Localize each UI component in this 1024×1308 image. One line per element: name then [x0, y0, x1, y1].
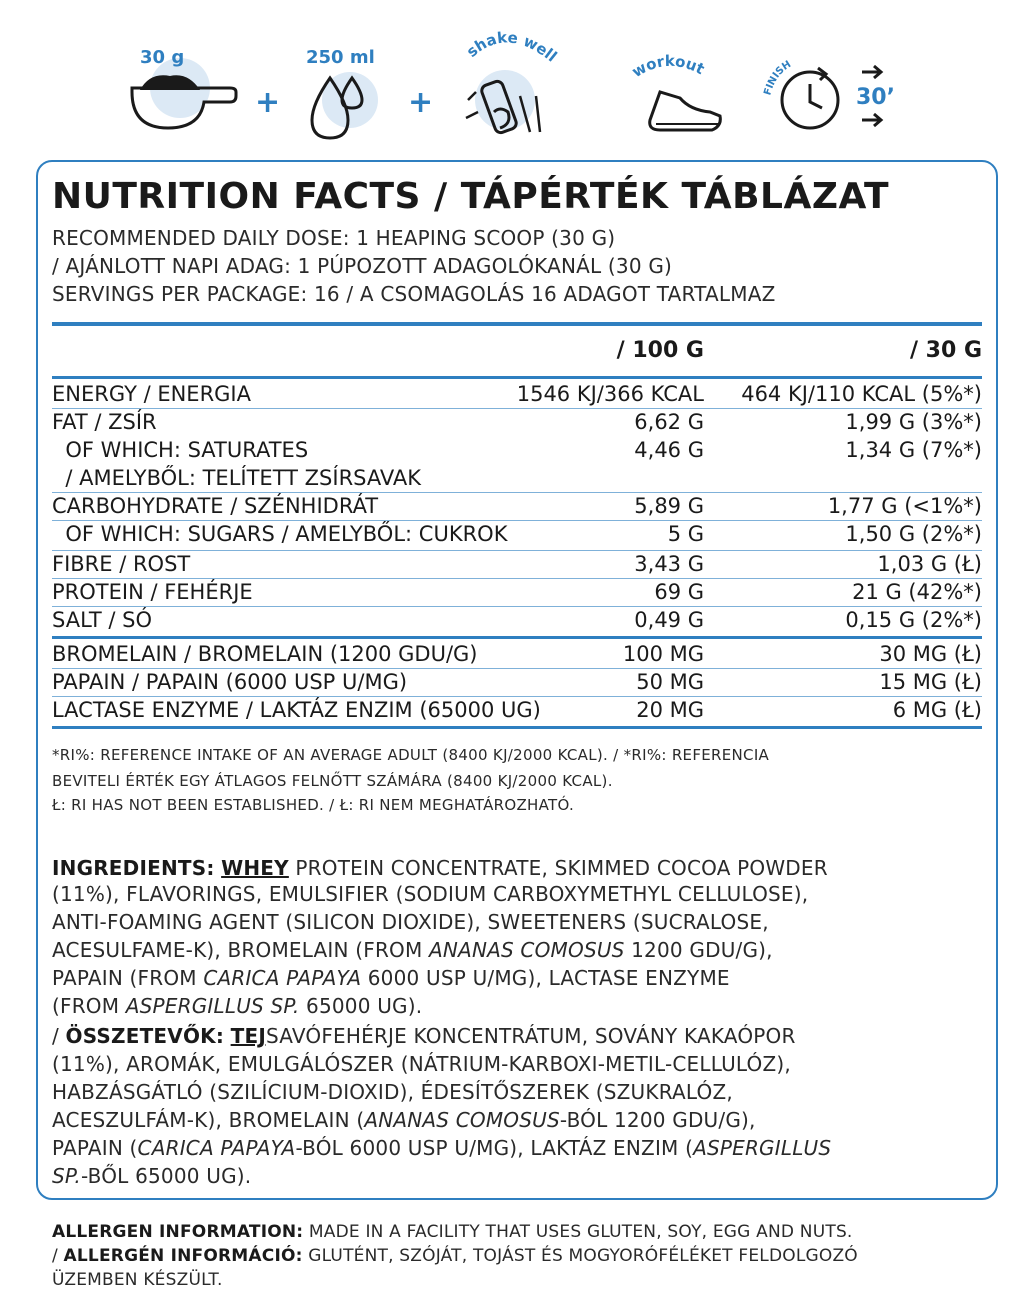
table-row: [52, 552, 982, 580]
table-row: [52, 382, 982, 410]
ingredients-hu-line-5: PAPAIN (CARICA PAPAYA-BÓL 6000 USP U/MG), LAKTÁZ ENZIM (ASPERGILLUS: [52, 1136, 832, 1160]
row-divider: [52, 520, 982, 521]
plus-2: +: [408, 85, 434, 120]
allergen-tej: TEJ: [230, 1024, 266, 1048]
scoop-icon: [132, 47, 236, 128]
value-per30: 1,99 G (3%*): [845, 410, 982, 434]
servings-line: SERVINGS PER PACKAGE: 16 / A CSOMAGOLÁS 16 ADAGOT TARTALMAZ: [52, 282, 776, 306]
row-divider: [52, 578, 982, 579]
plus-1: +: [255, 85, 281, 120]
nutrient-label: PAPAIN / PAPAIN (6000 USP U/MG): [52, 670, 408, 694]
table-header: [52, 338, 982, 366]
svg-text:workout: [629, 52, 708, 81]
value-per100: 100 MG: [622, 642, 704, 666]
col-per30-header: / 30 G: [909, 338, 982, 363]
ingredients-hu-line-1: / ÖSSZETEVŐK: TEJSAVÓFEHÉRJE KONCENTRÁTUM, SOVÁNY KAKAÓPOR: [52, 1024, 796, 1048]
row-divider: [52, 492, 982, 493]
value-per30: 1,34 G (7%*): [845, 438, 982, 462]
ingredients-en-line-3: ANTI-FOAMING AGENT (SILICON DIOXIDE), SWEETENERS (SUCRALOSE,: [52, 910, 769, 934]
table-top-rule: [52, 376, 982, 379]
table-row: [52, 466, 982, 494]
allergen-label: ALLERGEN INFORMATION:: [52, 1222, 304, 1242]
footnote-2: BEVITELI ÉRTÉK EGY ÁTLAGOS FELNŐTT SZÁMÁRA (8400 KJ/2000 KCAL).: [52, 772, 613, 790]
value-per30: 1,77 G (<1%*): [827, 494, 982, 518]
value-per30: 6 MG (Ł): [892, 698, 982, 722]
enzyme-rule: [52, 636, 982, 639]
ingredients-en-line-2: (11%), FLAVORINGS, EMULSIFIER (SODIUM CARBOXYMETHYL CELLULOSE),: [52, 882, 809, 906]
water-drops-icon: [306, 47, 378, 138]
value-per100: 1546 KJ/366 KCAL: [516, 382, 704, 406]
table-bottom-rule: [52, 726, 982, 729]
dose-label: 30 g: [140, 47, 185, 68]
ingredients-hu-line-6: SP.-BŐL 65000 UG).: [52, 1164, 252, 1188]
ingredients-en-line-1: INGREDIENTS: WHEY PROTEIN CONCENTRATE, SKIMMED COCOA POWDER: [52, 856, 828, 880]
value-per30: 30 MG (Ł): [879, 642, 982, 666]
value-per30: 1,03 G (Ł): [877, 552, 982, 576]
water-label: 250 ml: [306, 47, 375, 68]
value-per100: 6,62 G: [634, 410, 704, 434]
svg-text:shake well: [463, 28, 560, 65]
row-divider: [52, 696, 982, 697]
ingredients-en-line-5: PAPAIN (FROM CARICA PAPAYA 6000 USP U/MG), LACTASE ENZYME: [52, 966, 730, 990]
shake-label: shake well: [463, 28, 561, 66]
value-per100: 69 G: [654, 580, 704, 604]
table-row: [52, 438, 982, 466]
nutrient-label: ENERGY / ENERGIA: [52, 382, 251, 406]
nutrient-label: FIBRE / ROST: [52, 552, 191, 576]
table-row: [52, 580, 982, 608]
svg-text:FINISH: [762, 59, 793, 97]
table-row: [52, 608, 982, 636]
time-label: 30’: [856, 85, 895, 110]
allergen-hu-label: ALLERGÉN INFORMÁCIÓ:: [63, 1246, 303, 1266]
nutrient-label: PROTEIN / FEHÉRJE: [52, 580, 253, 604]
value-per100: 0,49 G: [634, 608, 704, 632]
value-per30: 464 KJ/110 KCAL (5%*): [741, 382, 982, 406]
finish-label: FINISH: [762, 59, 794, 97]
dose-line-hu: / AJÁNLOTT NAPI ADAG: 1 PÚPOZOTT ADAGOLÓKANÁL (30 G): [52, 254, 673, 278]
table-row: [52, 410, 982, 438]
shake-icon: [463, 28, 560, 134]
row-divider: [52, 668, 982, 669]
shoe-icon: [629, 52, 721, 130]
footnote-1: *RI%: REFERENCE INTAKE OF AN AVERAGE ADULT (8400 KJ/2000 KCAL). / *RI%: REFERENCIA: [52, 746, 770, 764]
value-per100: 50 MG: [636, 670, 704, 694]
nutrient-label: BROMELAIN / BROMELAIN (1200 GDU/G): [52, 642, 478, 666]
allergen-whey: WHEY: [221, 856, 289, 880]
dose-line-en: RECOMMENDED DAILY DOSE: 1 HEAPING SCOOP (30 G): [52, 226, 616, 250]
nutrient-label: OF WHICH: SATURATES: [52, 438, 309, 462]
ingredients-en-line-4: ACESULFAME-K), BROMELAIN (FROM ANANAS COMOSUS 1200 GDU/G),: [52, 938, 773, 962]
ingredients-hu-line-4: ACESZULFÁM-K), BROMELAIN (ANANAS COMOSUS-BÓL 1200 GDU/G),: [52, 1108, 756, 1132]
nutrient-label: LACTASE ENZYME / LAKTÁZ ENZIM (65000 UG): [52, 698, 541, 722]
value-per30: 21 G (42%*): [852, 580, 982, 604]
allergen-hu-line-2: ÜZEMBEN KÉSZÜLT.: [52, 1270, 223, 1290]
value-per100: 5 G: [667, 522, 704, 546]
table-row: [52, 698, 982, 726]
nutrient-label: SALT / SÓ: [52, 608, 153, 632]
allergen-hu: / ALLERGÉN INFORMÁCIÓ: GLUTÉNT, SZÓJÁT, TOJÁST ÉS MOGYORÓFÉLÉKET FELDOLGOZÓ: [52, 1246, 858, 1266]
value-per100: 4,46 G: [634, 438, 704, 462]
col-per100-header: / 100 G: [616, 338, 704, 363]
value-per30: 0,15 G (2%*): [845, 608, 982, 632]
ingredients-hu-line-3: HABZÁSGÁTLÓ (SZILÍCIUM-DIOXID), ÉDESÍTŐSZEREK (SZUKRALÓZ,: [52, 1080, 733, 1104]
value-per100: 3,43 G: [634, 552, 704, 576]
preparation-steps: [0, 0, 1024, 160]
nutrient-label: OF WHICH: SUGARS / AMELYBŐL: CUKROK: [52, 522, 508, 546]
table-row: [52, 670, 982, 698]
value-per100: 20 MG: [636, 698, 704, 722]
allergen-en: ALLERGEN INFORMATION: MADE IN A FACILITY THAT USES GLUTEN, SOY, EGG AND NUTS.: [52, 1222, 853, 1242]
nutrient-label: CARBOHYDRATE / SZÉNHIDRÁT: [52, 494, 379, 518]
value-per30: 1,50 G (2%*): [845, 522, 982, 546]
table-row: [52, 642, 982, 670]
row-divider: [52, 606, 982, 607]
page-title: NUTRITION FACTS / TÁPÉRTÉK TÁBLÁZAT: [52, 176, 890, 217]
row-divider: [52, 550, 982, 551]
nutrient-label: FAT / ZSÍR: [52, 410, 157, 434]
row-divider: [52, 408, 982, 409]
ingredients-en-line-6: (FROM ASPERGILLUS SP. 65000 UG).: [52, 994, 423, 1018]
ingredients-hu-line-2: (11%), AROMÁK, EMULGÁLÓSZER (NÁTRIUM-KARBOXI-METIL-CELLULÓZ),: [52, 1052, 791, 1076]
value-per30: 15 MG (Ł): [879, 670, 982, 694]
timer-icon: [762, 59, 895, 128]
ingredients-hu-label: ÖSSZETEVŐK:: [65, 1024, 225, 1048]
table-row: [52, 522, 982, 550]
workout-label: workout: [628, 51, 708, 82]
footnote-3: Ł: RI HAS NOT BEEN ESTABLISHED. / Ł: RI NEM MEGHATÁROZHATÓ.: [52, 796, 575, 814]
value-per100: 5,89 G: [634, 494, 704, 518]
header-rule: [52, 322, 982, 326]
ingredients-label: INGREDIENTS:: [52, 856, 215, 880]
nutrient-label: / AMELYBŐL: TELÍTETT ZSÍRSAVAK: [52, 466, 422, 490]
table-row: [52, 494, 982, 522]
